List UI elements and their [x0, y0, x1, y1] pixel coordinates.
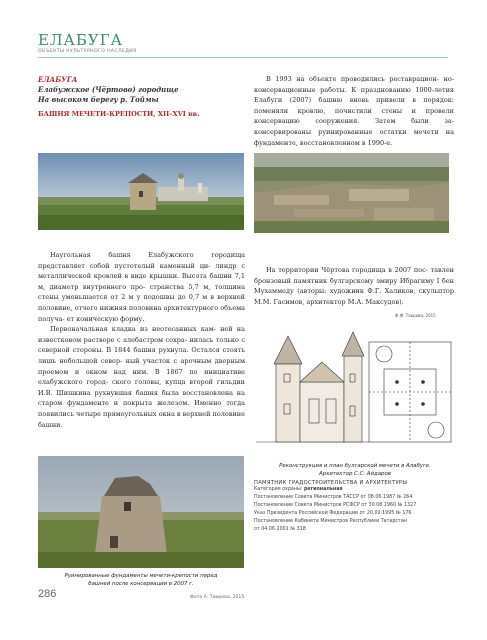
- photo-tower-closeup: [38, 456, 244, 568]
- registry-category-value: региональная: [303, 487, 343, 492]
- monument-paragraph: [254, 265, 454, 307]
- section-subtitle: ОБЪЕКТЫ КУЛЬТУРНОГО НАСЛЕДИЯ: [38, 49, 137, 54]
- left-paragraph-1: Наугольная башня Елабужского городища представляет собой пустотелый каменный ци- линдр с металлической кровлей в виде крышки. Высота башни 7,1 м, диаметр внутреннего про- странства 5,7 м, толщина стены уменьшается от 2 м у подошвы до 0,7 м в верхней половине, отчего нижняя половина архитектурного объема получа- ет коническую форму.: [38, 251, 245, 323]
- registry-line: Постановление Совета Министров ТАССР от 08.06.1987 № 264: [254, 494, 413, 500]
- mosque-reconstruction-drawing: [254, 324, 454, 454]
- registry-category: [254, 486, 464, 494]
- photo-ruins: [254, 153, 449, 233]
- registry-line: Указ Президента Российской Федерации от 20.02.1995 № 176: [254, 510, 412, 516]
- photo-caption: Руинированные фундаменты мечети-крепости перед башней после консервации в 2007 г.: [64, 573, 218, 587]
- reconstruction-plan-image: [254, 324, 454, 454]
- page-number: 286: [38, 588, 57, 600]
- registry-line: Постановление Кабинета Министров Республики Татарстан: [254, 518, 407, 524]
- left-paragraph-2: Первоначальная кладка из неотесанных кам- ней на известковом растворе с алебастром сохра- нилась только с северной стороны. В 1844 башня рухнула. Остался стоять лишь небольшой север- ный участок с арочным дверным проемом и окном над ним. В 1867 по инициативе елабужского город- ского головы, купца второй гильдии И.В. Шишкина рухнувшая башня была восстановлена на старом фундаменте и покрыта железом. Именно тогда появились четыре прямоугольных окна в верхней половине башни.: [38, 325, 245, 429]
- tower-closeup-image: [38, 456, 244, 568]
- registry-category-label: Категория охраны:: [254, 487, 303, 492]
- intro-city: ЕЛАБУГА: [38, 75, 78, 84]
- photo-credit: Фото А. Таирова, 2015: [190, 595, 245, 600]
- intro-location: На высоком берегу р. Тоймы: [38, 94, 159, 104]
- monument-text: На территории Чёртова городища в 2007 пос- тавлен бронзовый памятник булгарскому эмиру Ибрагиму I бен Мухаммеду (авторы: художник Ф.Г. Халиков, скульптор М.М. Гасимов, архитектор М.А. Максудов).: [254, 266, 454, 306]
- registry-line: Постановление Совета Министров РСФСР от 30.08.1960 № 1327: [254, 502, 417, 508]
- intro-object-title: БАШНЯ МЕЧЕТИ-КРЕПОСТИ, XII–XVI вв.: [38, 110, 200, 119]
- restoration-paragraph: [254, 74, 454, 148]
- intro-block: [38, 75, 243, 120]
- registry-line: от 04.06.2001 № 318: [254, 526, 306, 532]
- drawing-credit: Ф.Ф. Таирова, 2015: [395, 313, 436, 318]
- ruins-image: [254, 153, 449, 233]
- intro-site-name: Елабужское (Чёртово) городище: [38, 84, 179, 94]
- tower-landscape-image: [38, 153, 244, 230]
- section-title: ЕЛАБУГА: [38, 31, 123, 49]
- drawing-caption: Реконструкция и план булгарской мечети в Алабуге. Архитектор С.С. Айдаров: [279, 463, 431, 477]
- header-divider: [38, 57, 448, 58]
- registry-title: ПАМЯТНИК ГРАДОСТРОИТЕЛЬСТВА И АРХИТЕКТУРЫ: [254, 480, 408, 486]
- heritage-registry: [254, 480, 464, 533]
- left-body: [38, 250, 245, 430]
- photo-tower-landscape: [38, 153, 244, 230]
- restoration-text: В 1993 на объекте проводились реставрацион- но-консервационные работы. К празднованию 1000-летия Елабуги (2007) башню вновь привели в порядок: поменяли кровлю, почистили стены и провели консервацию сооружения. Затем были за- консервированы руинированные остатки мечети на фундаменте, восстановленном в 1990-е.: [254, 75, 454, 147]
